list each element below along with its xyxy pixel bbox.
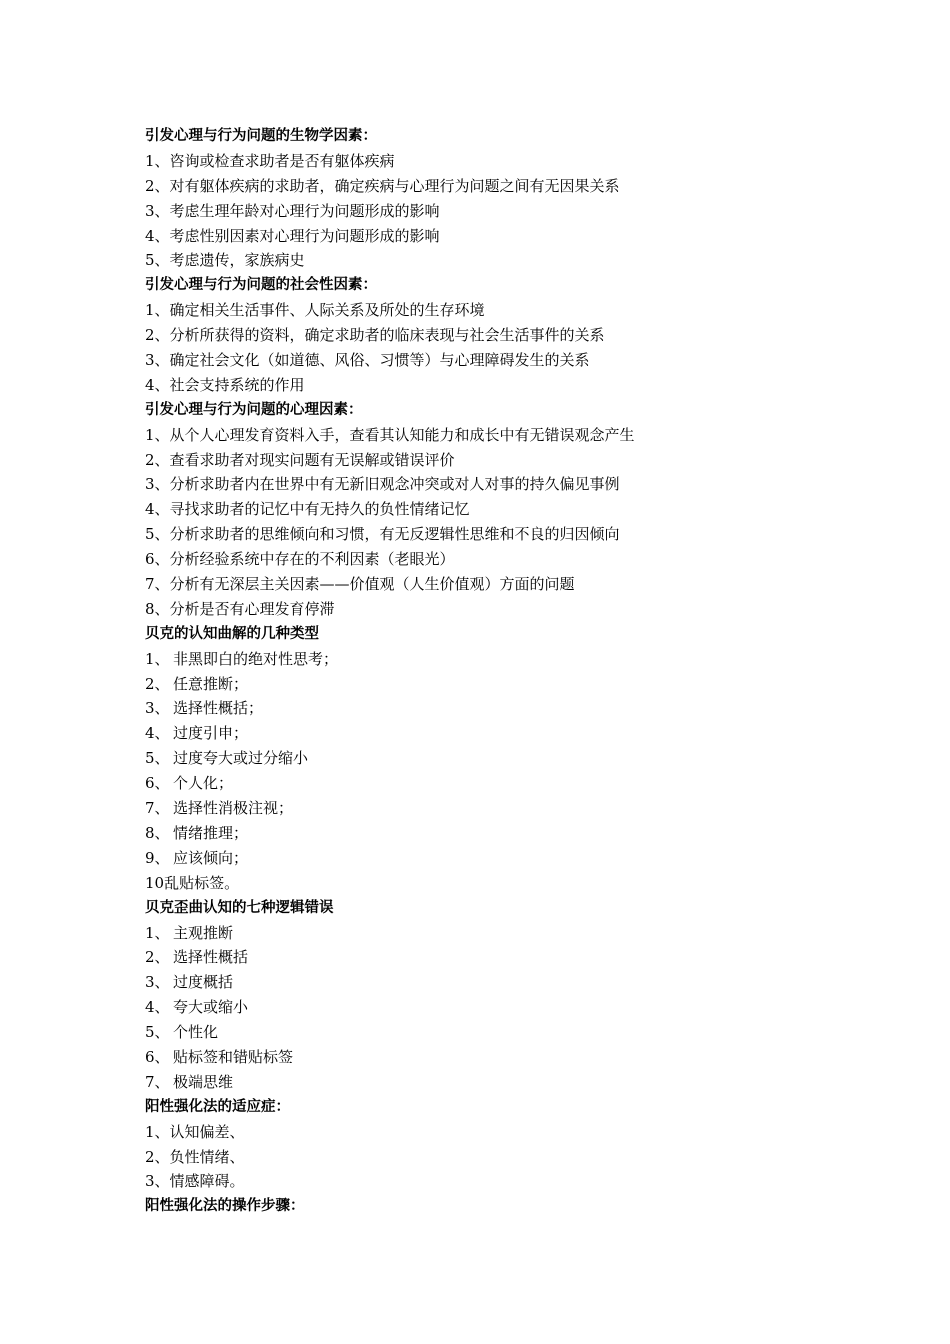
item-text: 任意推断；: [173, 674, 249, 693]
list-item: [145, 1070, 845, 1095]
list-item: 10乱贴标签。: [145, 873, 240, 892]
list-item: 1、确定相关生活事件、人际关系及所处的生存环境: [145, 301, 485, 320]
list-item: [145, 721, 845, 746]
list-item: 6、分析经验系统中存在的不利因素（老眼光）: [145, 550, 455, 569]
item-number: 2、: [145, 674, 170, 693]
item-number: 4、: [145, 998, 170, 1017]
item-text: 夸大或缩小: [173, 998, 249, 1017]
item-number: 4、: [145, 724, 170, 743]
list-item: 2、分析所获得的资料，确定求助者的临床表现与社会生活事件的关系: [145, 326, 605, 345]
item-number: 3、: [145, 973, 170, 992]
list-item: 2、对有躯体疾病的求助者，确定疾病与心理行为问题之间有无因果关系: [145, 176, 620, 195]
section-heading: 引发心理与行为问题的心理因素：: [145, 401, 363, 418]
list-item: [145, 1045, 845, 1070]
item-text: 个人化；: [173, 774, 234, 793]
list-item: [145, 945, 845, 970]
item-text: 过度引申；: [173, 724, 249, 743]
list-item: [145, 1020, 845, 1045]
list-item: [145, 821, 845, 846]
list-item: 4、考虑性别因素对心理行为问题形成的影响: [145, 226, 440, 245]
item-number: 8、: [145, 823, 170, 842]
item-text: 非黑即白的绝对性思考；: [173, 649, 339, 668]
item-number: 2、: [145, 948, 170, 967]
document-page: [145, 124, 845, 1219]
list-item: 8、分析是否有心理发育停滞: [145, 599, 335, 618]
list-item: [145, 746, 845, 771]
list-item: [145, 921, 845, 946]
list-item: 4、社会支持系统的作用: [145, 375, 305, 394]
list-item: [145, 696, 845, 721]
item-number: 7、: [145, 799, 170, 818]
section-heading: 阳性强化法的操作步骤：: [145, 1198, 305, 1215]
list-item: 7、分析有无深层主关因素——价值观（人生价值观）方面的问题: [145, 575, 575, 594]
item-text: 应该倾向；: [173, 848, 249, 867]
list-item: 3、分析求助者内在世界中有无新旧观念冲突或对人对事的持久偏见事例: [145, 475, 620, 494]
list-item: 1、从个人心理发育资料入手，查看其认知能力和成长中有无错误观念产生: [145, 425, 635, 444]
item-number: 9、: [145, 848, 170, 867]
item-text: 情绪推理；: [173, 823, 249, 842]
list-item: [145, 796, 845, 821]
section-heading: 阳性强化法的适应症：: [145, 1098, 290, 1115]
item-number: 5、: [145, 1023, 170, 1042]
list-item: 4、寻找求助者的记忆中有无持久的负性情绪记忆: [145, 500, 470, 519]
item-text: 过度概括: [173, 973, 234, 992]
item-number: 5、: [145, 749, 170, 768]
section-heading: 贝克的认知曲解的几种类型: [145, 625, 319, 642]
item-text: 个性化: [173, 1023, 219, 1042]
list-item: 3、情感障碍。: [145, 1172, 245, 1191]
item-number: 1、: [145, 649, 170, 668]
section-heading: 引发心理与行为问题的社会性因素：: [145, 277, 377, 294]
list-item: 3、确定社会文化（如道德、风俗、习惯等）与心理障碍发生的关系: [145, 351, 590, 370]
list-item: [145, 846, 845, 871]
list-item: [145, 771, 845, 796]
list-item: 1、认知偏差、: [145, 1122, 245, 1141]
list-item: 3、考虑生理年龄对心理行为问题形成的影响: [145, 201, 440, 220]
list-item: [145, 647, 845, 672]
item-text: 选择性消极注视；: [173, 799, 294, 818]
item-number: 1、: [145, 923, 170, 942]
item-text: 主观推断: [173, 923, 234, 942]
item-number: 6、: [145, 1047, 170, 1066]
list-item: [145, 970, 845, 995]
item-text: 过度夸大或过分缩小: [173, 749, 309, 768]
section-heading: 贝克歪曲认知的七种逻辑错误: [145, 899, 334, 916]
item-number: 6、: [145, 774, 170, 793]
list-item: [145, 995, 845, 1020]
item-text: 贴标签和错贴标签: [173, 1047, 294, 1066]
list-item: [145, 672, 845, 697]
item-number: 3、: [145, 699, 170, 718]
item-text: 选择性概括: [173, 948, 249, 967]
list-item: 2、负性情绪、: [145, 1147, 245, 1166]
list-item: 2、查看求助者对现实问题有无误解或错误评价: [145, 450, 455, 469]
list-item: 5、考虑遗传，家族病史: [145, 251, 305, 270]
item-number: 7、: [145, 1072, 170, 1091]
item-text: 极端思维: [173, 1072, 234, 1091]
list-item: 5、分析求助者的思维倾向和习惯，有无反逻辑性思维和不良的归因倾向: [145, 525, 620, 544]
section-heading: 引发心理与行为问题的生物学因素：: [145, 128, 377, 144]
list-item: 1、咨询或检查求助者是否有躯体疾病: [145, 151, 395, 170]
item-text: 选择性概括；: [173, 699, 264, 718]
